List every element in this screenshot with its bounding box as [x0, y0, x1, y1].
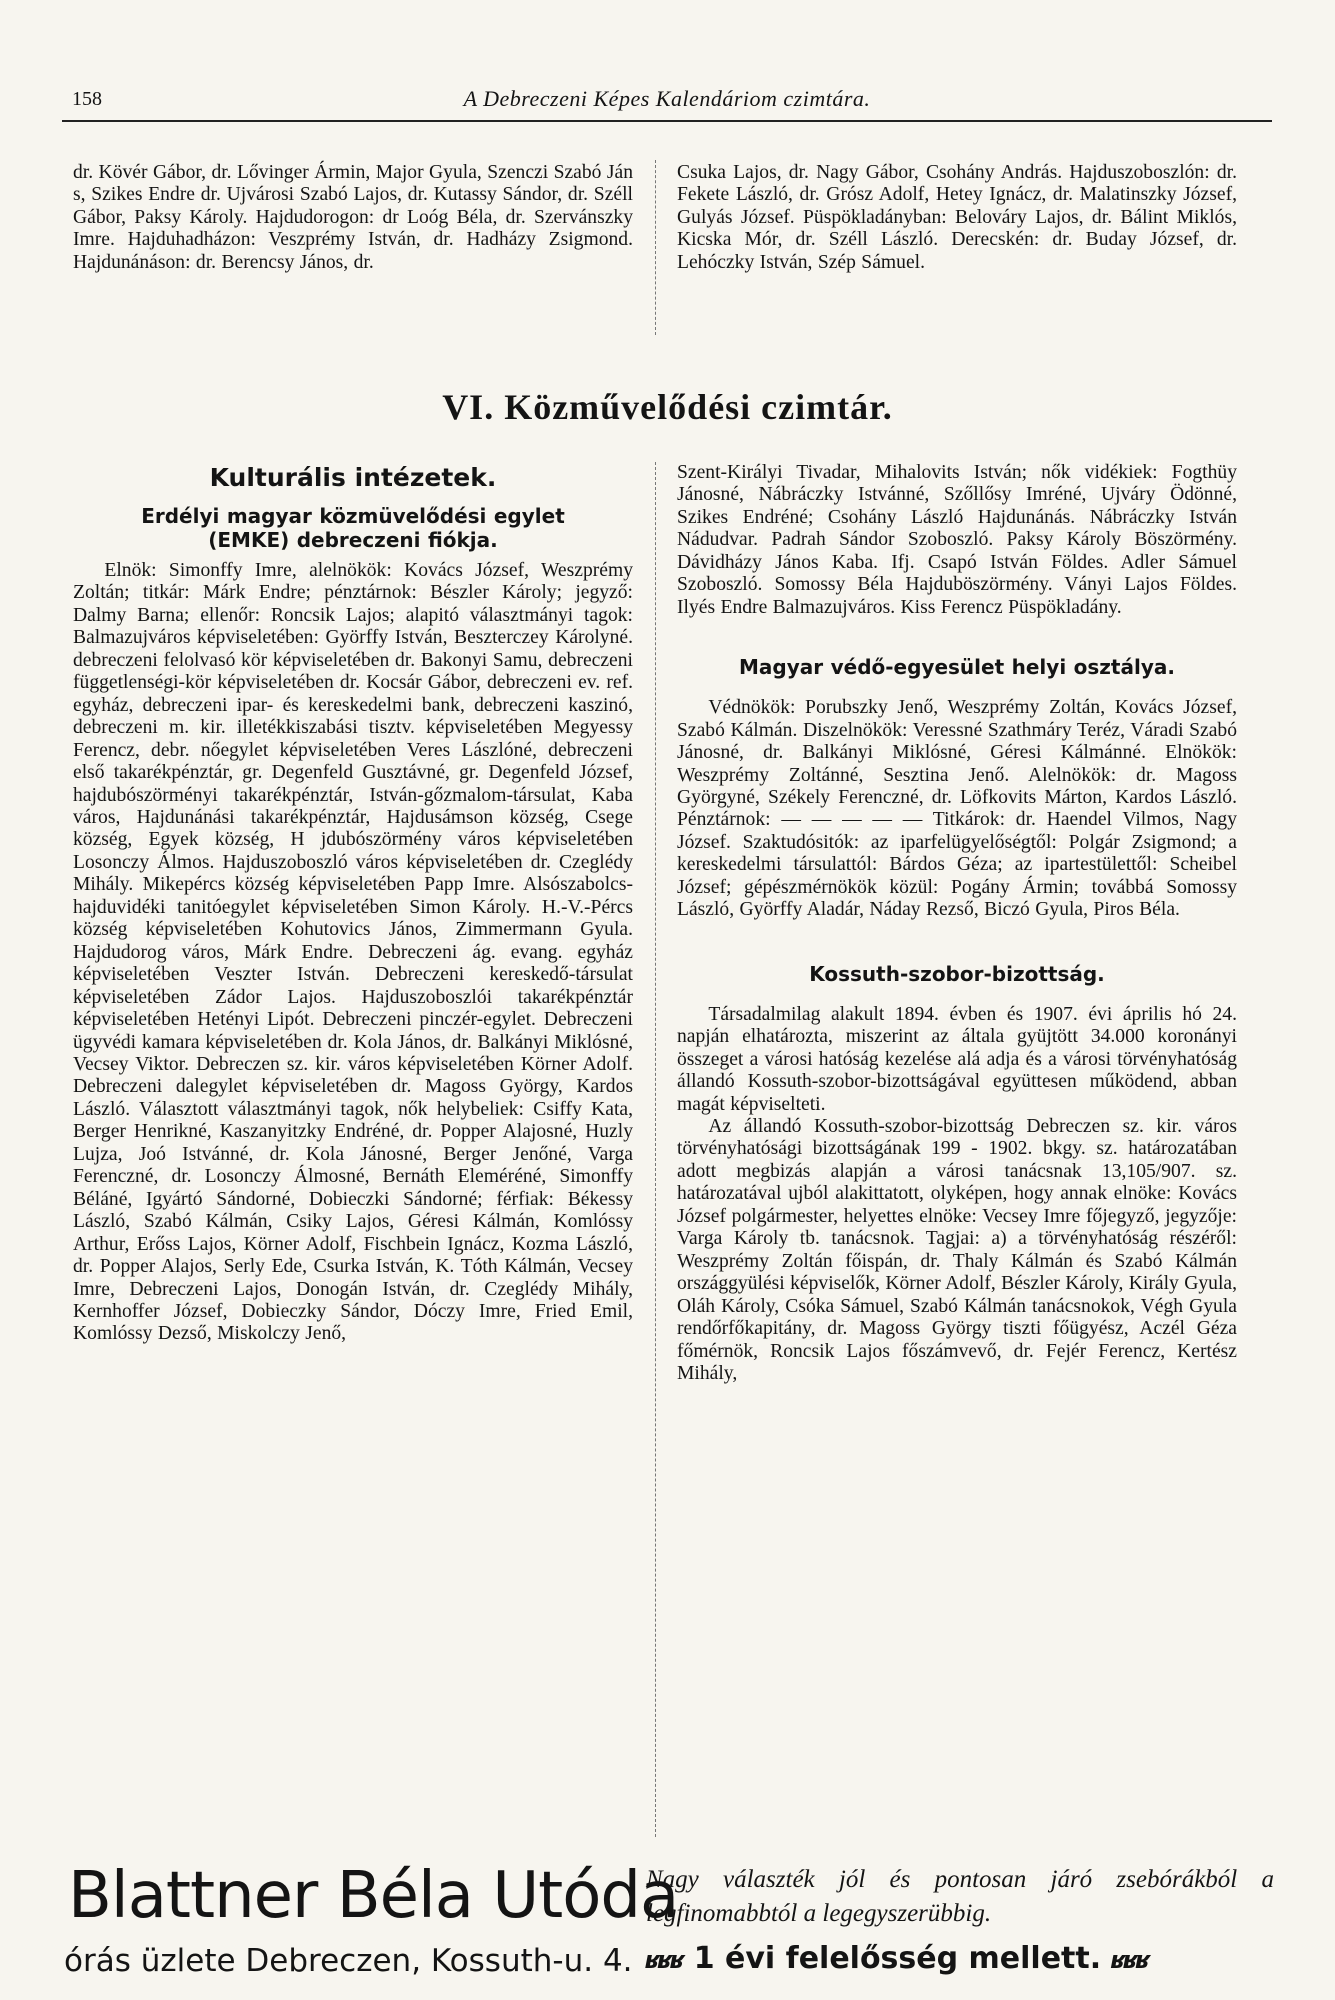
page-number: 158: [72, 88, 102, 110]
vedo-body: Védnökök: Porubszky Jenő, Weszprémy Zoltán, Kovács József, Szabó Kálmán. Diszelnökök: Veressné Szathmáry Teréz, Váradi Szabó Jánosné, dr. Balkányi Miklósné, Géresi Kálmánné. Elnökök: Weszprémy Zoltánné, Sesztina Jenő. Alelnökök: dr. Magoss Györgyné, Székely Ferenczné, dr. Löfkovits Márton, Kardos László. Pénztárnok: — — — — — Titkárok: dr. Haendel Vilmos, Nagy József. Szaktudósitók: az iparfelügyelőségtől: Polgár Zsigmond; a kereskedelmi társulattól: Bárdos Géza; az ipartestülettől: Scheibel József; gépészmérnökök közül: Pogány Ármin; továbbá Somossy László, Györffy Aladár, Náday Rezső, Biczó Gyula, Piros Béla.: [677, 697, 1237, 921]
culture-heading: Kulturális intézetek.: [209, 463, 497, 492]
column-separator-main: [655, 462, 656, 1837]
top-right-column: [677, 162, 1237, 322]
emke-continuation: Szent-Királyi Tivadar, Mihalovits István; nők vidékiek: Fogthüy Jánosné, Nábráczky Istvánné, Szőllősy Imréné, Ujváry Ödönné, Szikes Endréné; Csohány László Hajdunánás. Nábráczky István Nádudvar. Padrah Sándor Szoboszló. Paksy Károly Böszörmény. Dávidházy János Kaba. Ifj. Csapó István Földes. Adler Sámuel Szoboszló. Somossy Béla Hajduböszörmény. Ványi Lajos Földes. Ilyés Endre Balmazujváros. Kiss Ferencz Püspökladány.: [677, 462, 1237, 618]
column-separator-top: [655, 160, 656, 335]
ad-shop-name: Blattner Béla Utóda: [68, 1859, 679, 1933]
ad-address: órás üzlete Debreczen, Kossuth-u. 4.: [64, 1943, 633, 1979]
page-header: [62, 84, 1272, 122]
top-left-column: [73, 162, 633, 342]
emke-title-line2: (EMKE) debreczeni fiókja.: [208, 528, 498, 552]
ad-slogan: Nagy választék jól és pontosan járó zsebórákból a legfinomabbtól a legegyszerübbig.: [646, 1866, 1274, 1927]
right-main-column: [677, 462, 1237, 1842]
running-title: A Debreczeni Képes Kalendáriom czimtára.: [463, 86, 871, 111]
top-left-text: dr. Kövér Gábor, dr. Lővinger Ármin, Major Gyula, Szenczi Szabó Ján s, Szikes Endre dr. Ujvárosi Szabó Lajos, dr. Kutassy Sándor, dr. Széll Gábor, Paksy Károly. Hajdudorogon: dr Loóg Béla, dr. Szervánszky Imre. Hajduhadházon: Veszprémy István, dr. Hadházy Zsigmond. Hajdunánáson: dr. Berencsy János, dr.: [73, 162, 633, 273]
emke-title-line1: Erdélyi magyar közmüvelődési egylet: [141, 504, 565, 528]
advertisement: [60, 1855, 1275, 1985]
section-title: VI. Közművelődési czimtár.: [442, 387, 893, 427]
kossuth-paragraph-1: Társadalmilag alakult 1894. évben és 1907. évi április hó 24. napján elhatározta, miszerint az általa gyüjtött 34.000 koronányi összeget a városi hatóság kezelése alá adja és a városi törvényhatóság állandó Kossuth-szobor-bizottságával együttesen működend, abban magát képviselteti.: [677, 1003, 1237, 1115]
vedo-title: Magyar védő-egyesület helyi osztálya.: [739, 655, 1175, 680]
ornament-left-icon: ʁʁʁ: [646, 1946, 684, 1974]
kossuth-title: Kossuth-szobor-bizottság.: [809, 961, 1105, 986]
top-right-text: Csuka Lajos, dr. Nagy Gábor, Csohány András. Hajduszoboszlón: dr. Fekete László, dr. Grósz Adolf, Hetey Ignácz, dr. Malatinszky József, Gulyás József. Püspökladányban: Belováry Lajos, dr. Bálint Miklós, Kicska Mór, dr. Széll László. Derecskén: dr. Buday József, dr. Lehóczky István, Szép Sámuel.: [677, 162, 1237, 273]
ad-guarantee-text: 1 évi felelősség mellett.: [693, 1941, 1102, 1976]
kossuth-paragraph-2: Az állandó Kossuth-szobor-bizottság Debreczen sz. kir. város törvényhatósági bizottságának 199 - 1902. bkgy. sz. határozatában adott megbizás alapján a városi tanácsnak 13,105/907. sz. határozatával ujból alakittatott, olyképen, hogy annak elnöke: Kovács József polgármester, helyettes elnöke: Vecsey Imre főjegyző, jegyzője: Varga Károly tb. tanácsnok. Tagjai: a) a törvényhatóság részéről: Weszprémy Zoltán főispán, dr. Thaly Kálmán és Szabó Kálmán országgyülési képviselők, Körner Adolf, Bészler Károly, Király Gyula, Oláh Károly, Csóka Sámuel, Szabó Kálmán tanácsnokok, Végh Gyula rendőrfőkapitány, dr. Magoss György tiszti főügyész, Aczél Géza főmérnök, Roncsik Lajos főszámvevő, dr. Fejér Ferencz, Kertész Mihály,: [677, 1115, 1237, 1384]
ornament-right-icon: ʁʁʁ: [1111, 1946, 1149, 1974]
ad-guarantee-line: [646, 1941, 1274, 1976]
emke-body: Elnök: Simonffy Imre, alelnökök: Kovács József, Weszprémy Zoltán; titkár: Márk Endre; pénztárnok: Bészler Károly; jegyző: Dalmy Barna; ellenőr: Roncsik Lajos; alapitó választmányi tagok: Balmazujváros képviseletében: Györffy István, Beszterczey Károlyné. debreczeni felolvasó kör képviseletében dr. Bakonyi Samu, debreczeni függetlenségi-kör képviseletében dr. Kocsár Gábor, debreczeni ev. ref. egyház, debreczeni ipar- és kereskedelmi bank, debreczeni kaszinó, debreczeni m. kir. illetékkiszabási tisztv. képviseletében Megyessy Ferencz, debr. nőegylet képviseletében Veres Lászlóné, debreczeni első takarékpénztár, gr. Degenfeld Gusztávné, gr. Degenfeld József, hajdubószörményi takarékpénztár, István-gőzmalom-társulat, Kaba város, Hajdunánási takarékpénztár, Hajdusámson község, Csege község, Egyek község, H jdubószörmény város képviseletében Losonczy Álmos. Hajduszoboszló város képviseletében dr. Czeglédy Mihály. Mikepércs község képviseletében Papp Imre. Alsószabolcs-hajduvidéki tanitóegylet képviseletében Simon Károly. H.-V.-Pércs község képviseletében Kohutovics János, Zimmermann Gyula. Hajdudorog város, Márk Endre. Debreczeni ág. evang. egyház képviseletében Veszter István. Debreczeni kereskedő-társulat képviseletében Zádor Lajos. Hajduszoboszlói takarékpénztár képviseletében Hetényi Lipót. Debreczeni pinczér-egylet. Debreczeni ügyvédi kamara képviseletében dr. Kola János, dr. Balkányi Miklósné, Vecsey Viktor. Debreczen sz. kir. város képviseletében Körner Adolf. Debreczeni dalegylet képviseletében dr. Magoss György, Kardos László. Választott választmányi tagok, nők helybeliek: Csiffy Kata, Berger Henrikné, Kaszanyitzky Endréné, dr. Popper Alajosné, Huzly Lujza, Joó Istvánné, dr. Kola Jánosné, Berger Jenőné, Varga Ferenczné, dr. Losonczy Álmosné, Bernáth Eleméréné, Simonffy Béláné, Igyártó Sándorné, Dobieczki Sándorné; férfiak: Békessy László, Szabó Kálmán, Csiky Lajos, Géresi Kálmán, Komlóssy Arthur, Erőss Lajos, Körner Adolf, Fischbein Ignácz, Kozma László, dr. Popper Alajos, Serly Ede, Csurka István, K. Tóth Kálmán, Vecsey Imre, Debreczeni Lajos, Donogán István, dr. Czeglédy Mihály, Kernhoffer József, Dobieczky Sándor, Dóczy Imre, Fried Emil, Komlóssy Dezső, Miskolczy Jenő,: [73, 560, 633, 1345]
left-main-column: [73, 504, 633, 1844]
